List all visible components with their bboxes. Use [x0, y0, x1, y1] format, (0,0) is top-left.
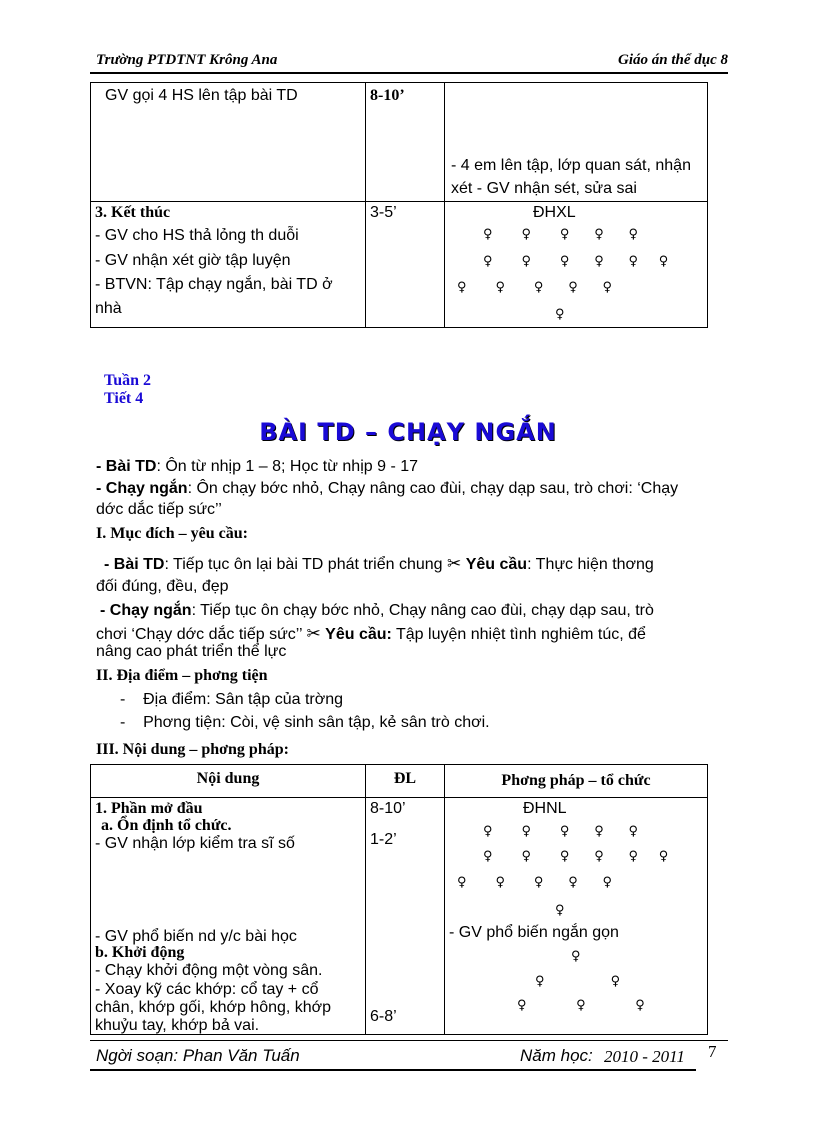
footer-year-label: Năm học:	[520, 1046, 593, 1065]
table2-method-cell: ĐHNL ♀ ♀ ♀ ♀ ♀ ♀ ♀ ♀ ♀ ♀ ♀ ♀ ♀ ♀ ♀ ♀ ♀ - GV phổ biến ngắn gọn ♀ ♀ ♀ ♀ ♀ ♀	[445, 798, 708, 1035]
table1-row2-time: 3-5’	[366, 202, 445, 328]
table1-row1-content: GV gọi 4 HS lên tập bài TD	[91, 83, 366, 202]
header-rule	[90, 72, 728, 74]
section1-heading: I. Mục đích – yêu cầu:	[96, 525, 248, 542]
student-figures-icon: ♀ ♀ ♀ ♀ ♀ ♀	[483, 254, 669, 269]
table2-time-cell: 8-10’ 1-2’ 6-8’	[366, 798, 445, 1035]
student-figures-icon: ♀ ♀ ♀	[517, 998, 645, 1013]
page-number: 7	[708, 1042, 717, 1061]
student-figures-icon: ♀ ♀ ♀ ♀ ♀	[483, 227, 639, 242]
section2-heading: II. Địa điểm – phơng tiện	[96, 667, 268, 684]
table1-row2-formation: ĐHXL ♀ ♀ ♀ ♀ ♀ ♀ ♀ ♀ ♀ ♀ ♀ ♀ ♀ ♀ ♀ ♀ ♀	[445, 202, 708, 328]
footer-author: Ngời soạn: Phan Văn Tuấn	[96, 1046, 300, 1065]
scissors-icon: ✂	[306, 624, 321, 644]
section1-item2: - Chạy ngắn: Tiếp tục ôn chạy bớc nhỏ, Chạy nâng cao đùi, chạy dạp sau, trò	[100, 602, 654, 619]
column-header-method: Phơng pháp – tổ chức	[445, 765, 708, 798]
footer-underline	[90, 1069, 696, 1071]
teacher-figure-icon: ♀	[555, 307, 565, 322]
student-figures-icon: ♀ ♀ ♀ ♀ ♀ ♀	[483, 849, 669, 864]
intro-bai-td: - Bài TD: Ôn từ nhịp 1 – 8; Học từ nhịp 9 - 17	[96, 458, 419, 475]
section3-heading: III. Nội dung – phơng pháp:	[96, 741, 289, 758]
lesson-plan-table	[90, 764, 708, 1035]
lesson-label: Tiết 4	[104, 390, 144, 407]
student-figures-icon: ♀ ♀ ♀ ♀ ♀	[483, 824, 639, 839]
student-figures-icon: ♀ ♀ ♀ ♀ ♀	[457, 280, 613, 295]
table1-row2-content: 3. Kết thúc - GV cho HS thả lỏng th duỗi - GV nhận xét giờ tập luyện - BTVN: Tập chạy ngắn, bài TD ở nhà	[91, 202, 366, 328]
table2-content-cell: 1. Phần mở đầu a. Ổn định tổ chức. - GV nhận lớp kiểm tra sĩ số - GV phổ biến nd y/c bài học b. Khởi động - Chạy khởi động một vòng sân. - Xoay kỹ các khớp: cổ tay + cổ chân, khớp gối, khớp hông, khớp khuỷu tay, khớp bả vai.	[91, 798, 366, 1035]
header-subject: Giáo án thể dục 8	[617, 52, 728, 68]
footer-rule	[90, 1040, 728, 1041]
column-header-content: Nội dung	[91, 765, 366, 798]
section1-item2-cont: chơi ‘Chạy dớc dắc tiếp sức’’ ✂ Yêu cầu: Tập luyện nhiệt tình nghiêm túc, để	[96, 624, 646, 644]
lesson-title: BÀI TD – CHẠY NGẮN	[259, 418, 557, 446]
column-header-time: ĐL	[366, 765, 445, 798]
student-figures-icon: ♀ ♀	[535, 974, 621, 989]
section2-item-equipment: - Phơng tiện: Còi, vệ sinh sân tập, kẻ sân trò chơi.	[120, 714, 490, 731]
student-figures-icon: ♀ ♀ ♀ ♀ ♀	[457, 875, 613, 890]
section1-item2-cont2: nâng cao phát triển thể lực	[96, 643, 287, 660]
table1-row1-method: - 4 em lên tập, lớp quan sát, nhận xét - GV nhận sét, sửa sai	[445, 83, 708, 202]
section1-item1-cont: đối đúng, đều, đẹp	[96, 578, 229, 595]
teacher-figure-icon: ♀	[571, 949, 581, 964]
table-continuation	[90, 82, 708, 328]
intro-chay-ngan-cont: dớc dắc tiếp sức’’	[96, 501, 222, 518]
footer-year: 2010 - 2011	[604, 1047, 685, 1066]
intro-chay-ngan: - Chạy ngắn: Ôn chạy bớc nhỏ, Chạy nâng cao đùi, chạy dạp sau, trò chơi: ‘Chạy	[96, 480, 679, 497]
section2-item-venue: - Địa điểm: Sân tập của trờng	[120, 691, 344, 708]
week-label: Tuần 2	[104, 372, 151, 389]
section1-item1: - Bài TD: Tiếp tục ôn lại bài TD phát triển chung ✂ Yêu cầu: Thực hiện thơng	[104, 554, 654, 574]
scissors-icon: ✂	[447, 554, 462, 574]
teacher-figure-icon: ♀	[555, 903, 565, 918]
table1-row1-time: 8-10’	[366, 83, 445, 202]
header-school: Trường PTDTNT Krông Ana	[96, 52, 278, 68]
